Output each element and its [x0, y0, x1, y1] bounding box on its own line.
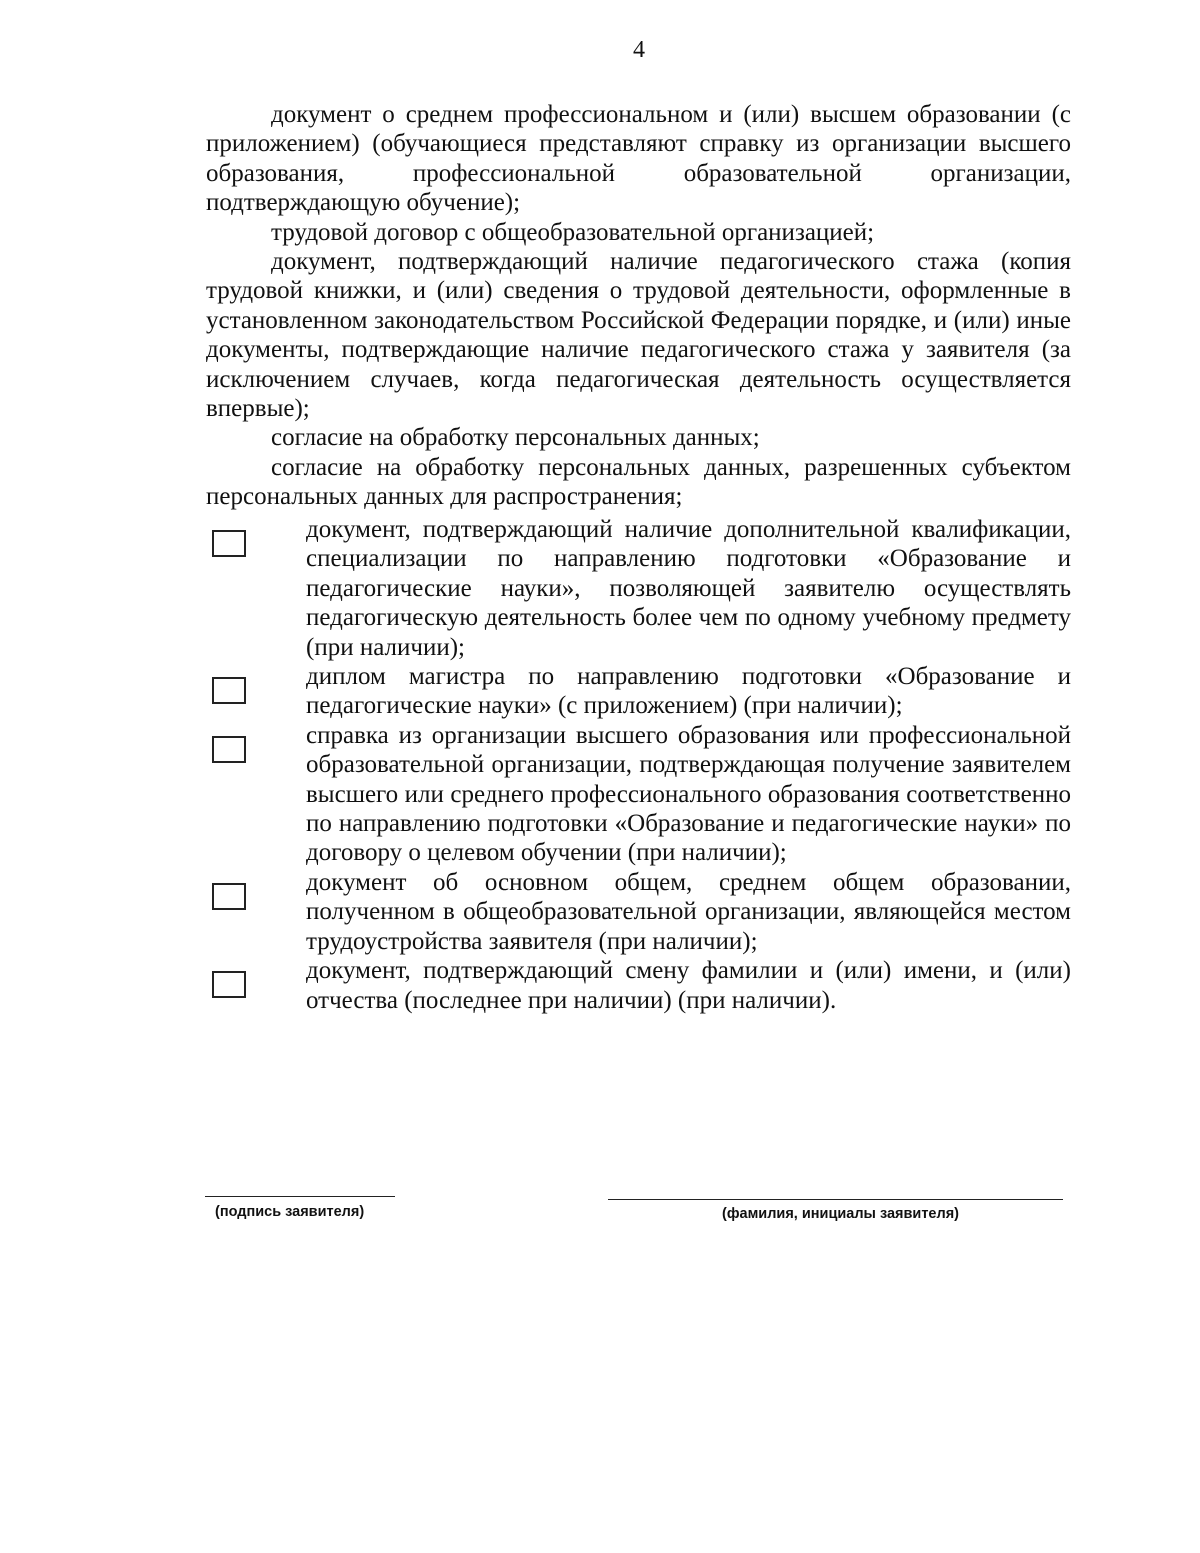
checklist-item-master-diploma: [206, 662, 1071, 721]
name-initials-caption: (фамилия, инициалы заявителя): [722, 1206, 959, 1222]
checkbox-general-education-document[interactable]: [212, 883, 246, 910]
document-body: [206, 100, 1071, 512]
checklist-item-name-change-document: [206, 956, 1071, 1015]
paragraph-personal-data-consent: согласие на обработку персональных данных;: [271, 424, 760, 452]
checklist-item-label: документ, подтверждающий смену фамилии и (или) имени, и (или) отчества (последнее при наличии) (при наличии).: [306, 957, 1071, 1014]
paragraph-labor-contract: трудовой договор с общеобразовательной организацией;: [271, 218, 875, 246]
checklist-item-label: диплом магистра по направлению подготовки «Образование и педагогические науки» (с приложением) (при наличии);: [306, 663, 1071, 720]
checklist-item-general-education-document: [206, 868, 1071, 956]
checklist-item-label: документ, подтверждающий наличие дополнительной квалификации, специализации по направлению подготовки «Образование и педагогические науки», позволяющей заявителю осуществлять педагогическую деятельность более чем по одному учебному предмету (при наличии);: [306, 516, 1071, 661]
optional-documents-checklist: [206, 515, 1071, 1015]
name-initials-line[interactable]: [608, 1199, 1063, 1200]
checklist-item-label: справка из организации высшего образования или профессиональной образовательной организации, подтверждающая получение заявителем высшего или среднего профессионального образования соответственно по направлению подготовки «Образование и педагогические науки» по договору о целевом обучении (при наличии);: [306, 721, 1071, 867]
page-number: 4: [633, 37, 645, 63]
checklist-item-additional-qualification: [206, 515, 1071, 662]
checklist-item-targeted-training-certificate: [206, 721, 1071, 868]
paragraph-personal-data-distribution-consent: согласие на обработку персональных данных, разрешенных субъектом персональных данных для распространения;: [206, 453, 1071, 511]
signature-caption: (подпись заявителя): [215, 1204, 365, 1220]
paragraph-teaching-experience: документ, подтверждающий наличие педагогического стажа (копия трудовой книжки, и (или) сведения о трудовой деятельности, оформленные в установленном законодательством Российской Федерации порядке, и (или) иные документы, подтверждающие наличие педагогического стажа у заявителя (за исключением случаев, когда педагогическая деятельность осуществляется впервые);: [206, 248, 1071, 423]
checklist-item-label: документ об основном общем, среднем общем образовании, полученном в общеобразовательной организации, являющейся местом трудоустройства заявителя (при наличии);: [306, 868, 1071, 955]
paragraph-education-document: документ о среднем профессиональном и (или) высшем образовании (с приложением) (обучающиеся представляют справку из организации высшего образования, профессиональной образовательной организации, подтверждающую обучение);: [206, 101, 1071, 217]
checkbox-master-diploma[interactable]: [212, 677, 246, 704]
signature-line[interactable]: [205, 1196, 395, 1197]
checkbox-additional-qualification[interactable]: [212, 530, 246, 557]
checkbox-targeted-training-certificate[interactable]: [212, 736, 246, 763]
checkbox-name-change-document[interactable]: [212, 971, 246, 998]
